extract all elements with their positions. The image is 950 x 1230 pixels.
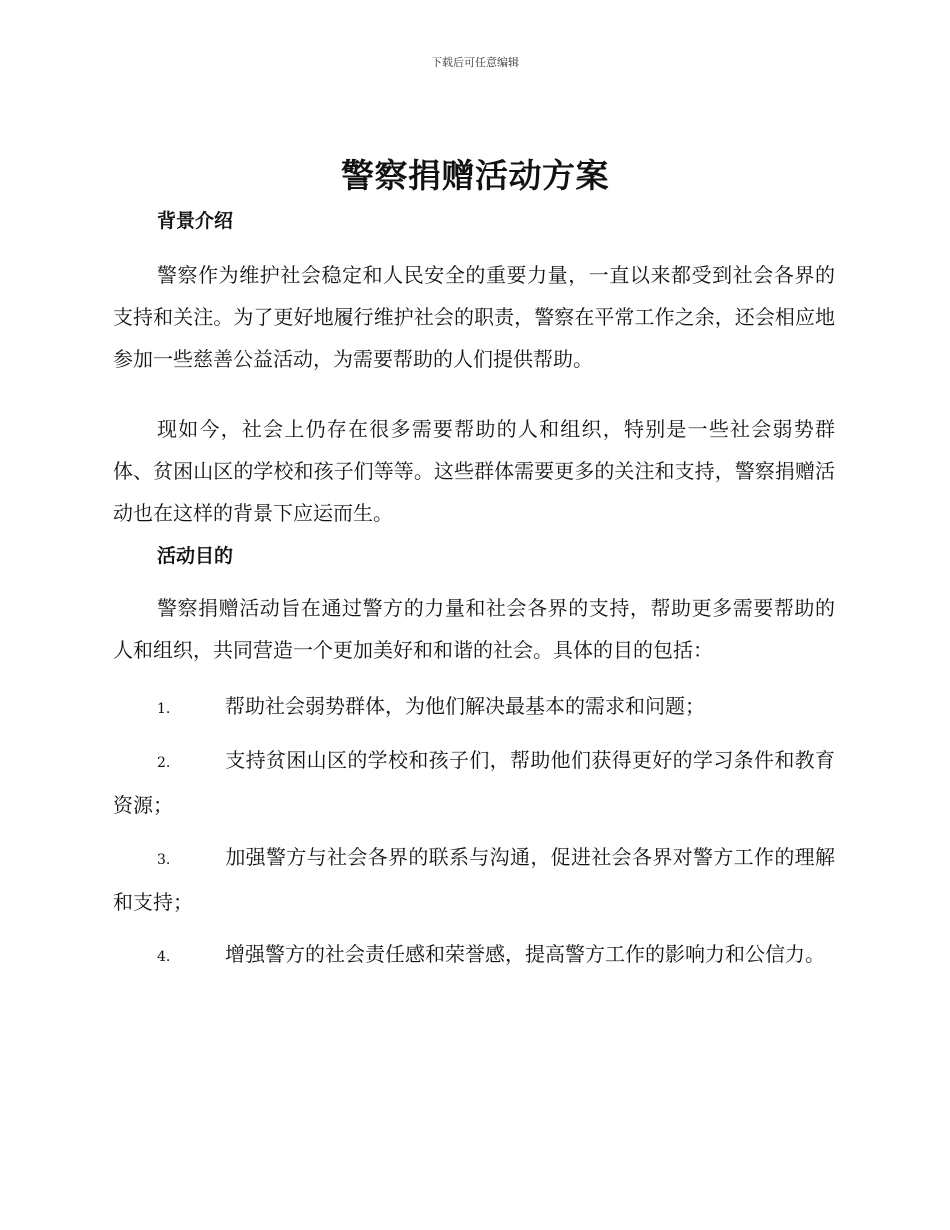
list-item-number: 4. bbox=[157, 949, 171, 965]
document-title: 警察捐赠活动方案 bbox=[341, 156, 609, 195]
paragraph-background-1: 警察作为维护社会稳定和人民安全的重要力量，一直以来都受到社会各界的支持和关注。为了更好地履行维护社会的职责，警察在平常工作之余，还会相应地参加一些慈善公益活动，为需要帮助的人们提供帮助。 bbox=[113, 263, 835, 371]
list-item-number: 3. bbox=[157, 852, 171, 868]
list-item bbox=[113, 836, 835, 923]
list-item bbox=[113, 685, 835, 730]
paragraph-background-2: 现如今，社会上仍存在很多需要帮助的人和组织，特别是一些社会弱势群体、贫困山区的学校和孩子们等等。这些群体需要更多的关注和支持，警察捐赠活动也在这样的背景下应运而生。 bbox=[113, 417, 835, 525]
list-item bbox=[113, 933, 835, 978]
list-item-text: 支持贫困山区的学校和孩子们，帮助他们获得更好的学习条件和教育资源； bbox=[113, 748, 835, 817]
page-header-note: 下载后可任意编辑 bbox=[431, 56, 519, 69]
paragraph-purpose-intro: 警察捐赠活动旨在通过警方的力量和社会各界的支持，帮助更多需要帮助的人和组织，共同营造一个更加美好和和谐的社会。具体的目的包括： bbox=[113, 596, 835, 662]
list-item-text: 加强警方与社会各界的联系与沟通，促进社会各界对警方工作的理解和支持； bbox=[113, 845, 835, 914]
list-item-number: 1. bbox=[157, 701, 171, 717]
list-item-number: 2. bbox=[157, 755, 171, 771]
section-heading-purpose: 活动目的 bbox=[157, 545, 234, 567]
section-heading-background: 背景介绍 bbox=[157, 210, 234, 232]
list-item-text: 增强警方的社会责任感和荣誉感，提高警方工作的影响力和公信力。 bbox=[225, 942, 825, 966]
list-item-text: 帮助社会弱势群体，为他们解决最基本的需求和问题； bbox=[225, 694, 705, 718]
list-item bbox=[113, 739, 835, 826]
